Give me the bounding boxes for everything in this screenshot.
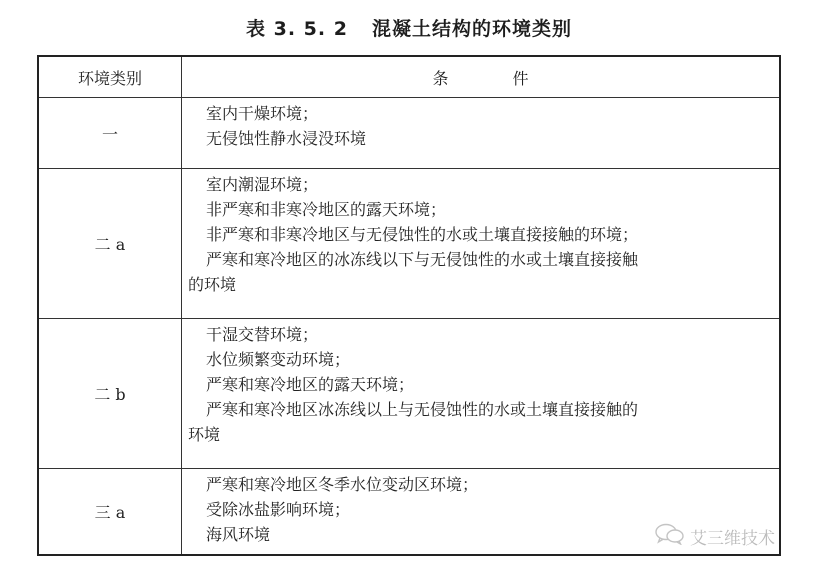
condition-line: 严寒和寒冷地区冬季水位变动区环境； <box>206 475 479 494</box>
table-row <box>38 169 780 319</box>
watermark <box>654 523 775 550</box>
table-row <box>38 98 780 169</box>
category-cell: 二 a <box>38 169 182 319</box>
condition-line: 室内干燥环境； <box>206 104 319 123</box>
conditions-cell <box>182 319 781 469</box>
table-header-row <box>38 56 780 98</box>
condition-line-continuation: 的环境 <box>188 275 237 294</box>
table-title <box>0 14 818 41</box>
condition-line: 非严寒和非寒冷地区与无侵蚀性的水或土壤直接接触的环境； <box>206 225 639 244</box>
conditions-cell <box>182 169 781 319</box>
condition-line: 严寒和寒冷地区的露天环境； <box>206 375 415 394</box>
category-cell: 二 b <box>38 319 182 469</box>
header-conditions-char2: 件 <box>512 68 529 88</box>
condition-line: 水位频繁变动环境； <box>206 350 351 369</box>
header-conditions-char1: 条 <box>432 68 449 88</box>
condition-line-continuation: 环境 <box>188 425 221 444</box>
table-caption: 混凝土结构的环境类别 <box>371 18 572 40</box>
condition-line: 非严寒和非寒冷地区的露天环境； <box>206 200 447 219</box>
header-conditions <box>182 56 781 98</box>
table-row <box>38 319 780 469</box>
category-cell: 三 a <box>38 469 182 555</box>
environment-category-table <box>37 55 781 556</box>
table-number: 表 3. 5. 2 <box>246 18 348 40</box>
condition-line: 室内潮湿环境； <box>206 175 319 194</box>
condition-line: 干湿交替环境； <box>206 325 319 344</box>
category-cell: 一 <box>38 98 182 169</box>
conditions-cell <box>182 98 781 169</box>
watermark-text: 艾三维技术 <box>690 529 775 549</box>
wechat-icon <box>654 523 686 550</box>
condition-line: 严寒和寒冷地区的冰冻线以下与无侵蚀性的水或土壤直接接触 <box>206 250 639 269</box>
condition-line: 海风环境 <box>206 525 271 544</box>
condition-line: 无侵蚀性静水浸没环境 <box>206 129 367 148</box>
condition-line: 受除冰盐影响环境； <box>206 500 351 519</box>
condition-line: 严寒和寒冷地区冰冻线以上与无侵蚀性的水或土壤直接接触的 <box>206 400 639 419</box>
header-category: 环境类别 <box>38 56 182 98</box>
